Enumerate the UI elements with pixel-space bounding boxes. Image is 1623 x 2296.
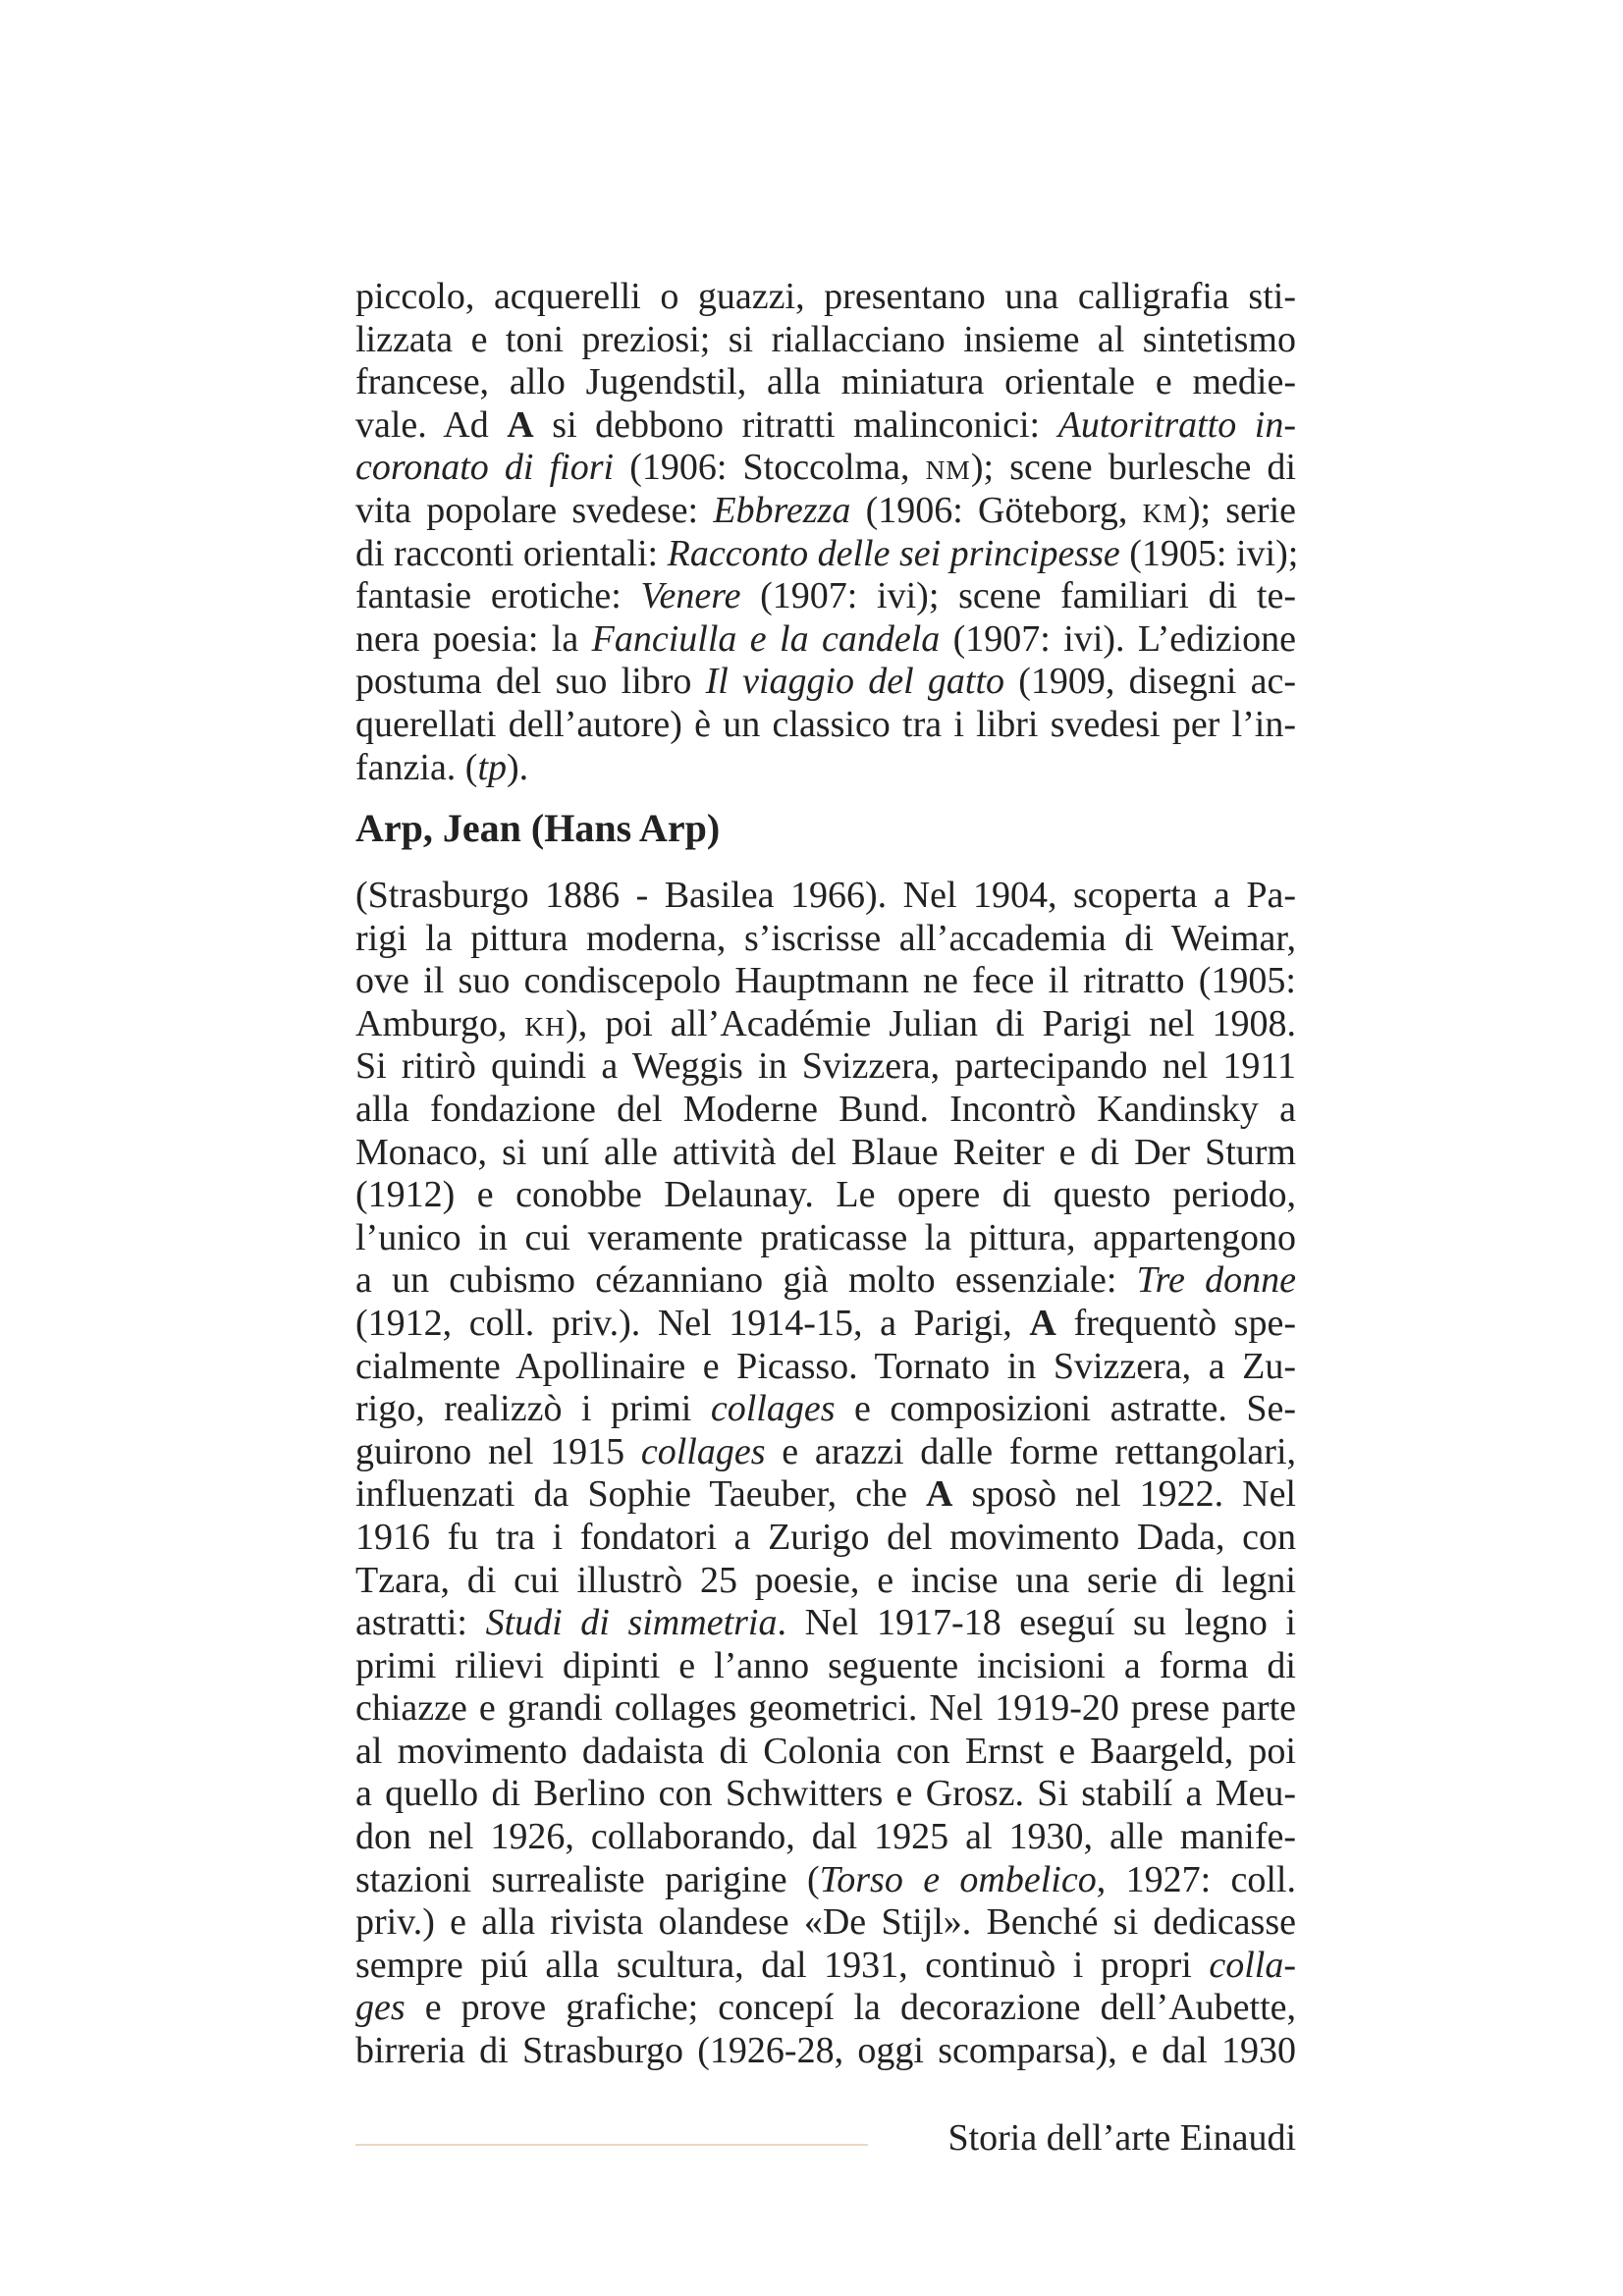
text-line: [355, 875, 1296, 918]
text-line: [355, 1645, 1296, 1688]
text-run: alla fondazione del Moderne Bund. Incontrò Kandinsky a: [355, 1088, 1296, 1130]
text-line: [355, 1174, 1296, 1217]
text-run: (1909, disegni ac-: [1004, 661, 1296, 703]
text-line: [355, 1517, 1296, 1560]
text-run: Tre donne: [1136, 1259, 1296, 1302]
text-run: Arp, Jean (Hans Arp): [355, 806, 721, 850]
text-run: ).: [507, 746, 529, 788]
text-run: priv.) e alla rivista olandese «De Stijl». Benché si dedicasse: [355, 1901, 1296, 1944]
text-run: Monaco, si uní alle attività del Blaue Reiter e di Der Sturm: [355, 1131, 1296, 1173]
text-run: guirono nel 1915: [355, 1430, 641, 1472]
text-run: querellati dell’autore) è un classico tra i libri svedesi per l’in-: [355, 703, 1296, 745]
text-run: a un cubismo cézanniano già molto essenziale:: [355, 1259, 1137, 1302]
text-run: Si ritirò quindi a Weggis in Svizzera, partecipando nel 1911: [355, 1045, 1296, 1088]
text-run: colla-: [1209, 1944, 1296, 1986]
text-line: [355, 1303, 1296, 1346]
text-run: tp: [477, 746, 508, 788]
text-line: [355, 704, 1296, 747]
text-run: (1907: ivi). L’edizione: [940, 617, 1297, 660]
text-line: [355, 1473, 1296, 1517]
text-run: (Strasburgo 1886 - Basilea 1966). Nel 1904, scoperta a Pa-: [355, 875, 1296, 916]
footer-title: Storia dell’arte Einaudi: [947, 2117, 1296, 2159]
text-line: [355, 490, 1296, 533]
text-run: postuma del suo libro: [355, 661, 706, 703]
text-line: [355, 532, 1299, 576]
text-run: ges: [355, 1987, 406, 2029]
text-run: . Nel 1917-18 eseguí su legno i: [777, 1602, 1296, 1644]
text-run: 1916 fu tra i fondatori a Zurigo del movimento Dada, con: [355, 1516, 1296, 1558]
text-line: [355, 1003, 1296, 1046]
text-line: [355, 1987, 1296, 2030]
text-run: sempre piú alla scultura, dal 1931, continuò i propri: [355, 1944, 1210, 1986]
text-run: NM: [925, 455, 971, 486]
text-run: ); serie: [1187, 489, 1297, 531]
text-run: KM: [1142, 498, 1188, 528]
text-run: Tzara, di cui illustrò 25 poesie, e incise una serie di legni: [355, 1559, 1296, 1601]
text-run: lizzata e toni preziosi; si riallacciano insieme al sintetismo: [355, 318, 1296, 360]
text-run: di racconti orientali:: [355, 532, 668, 574]
text-run: Ebbrezza: [713, 489, 851, 531]
footer-rule: [355, 2144, 868, 2146]
text-line: [355, 319, 1296, 362]
text-line: [355, 276, 1296, 319]
text-run: frequentò spe-: [1055, 1302, 1296, 1344]
text-line: [355, 1731, 1296, 1774]
text-run: coronato di fiori: [355, 447, 615, 489]
text-run: vale. Ad: [355, 403, 508, 446]
text-run: ), poi all’Académie Julian di Parigi nel 1908.: [566, 1002, 1297, 1044]
text-run: rigo, realizzò i primi: [355, 1388, 711, 1430]
text-run: don nel 1926, collaborando, dal 1925 al 1930, alle manife-: [355, 1816, 1296, 1858]
entry-body: [355, 875, 1296, 2073]
text-run: (1906: Göteborg,: [850, 489, 1143, 531]
text-run: (1912, coll. priv.). Nel 1914-15, a Parigi,: [355, 1302, 1030, 1344]
text-run: Torso e ombelico: [819, 1858, 1097, 1900]
text-run: rigi la pittura moderna, s’iscrisse all’accademia di Weimar,: [355, 917, 1296, 959]
text-run: si debbono ritratti malinconici:: [533, 403, 1058, 446]
text-run: piccolo, acquerelli o guazzi, presentano una calligrafia sti-: [355, 276, 1296, 317]
text-run: fantasie erotiche:: [355, 575, 641, 617]
text-run: l’unico in cui veramente praticasse la pittura, appartengono: [355, 1216, 1296, 1258]
text-line: [355, 661, 1296, 704]
text-line: [355, 2030, 1296, 2073]
entry-heading: [355, 807, 1296, 850]
text-line: [355, 918, 1296, 961]
text-line: [355, 618, 1296, 662]
text-run: (1912) e conobbe Delaunay. Le opere di questo periodo,: [355, 1174, 1296, 1216]
text-line: [355, 1816, 1296, 1859]
text-run: chiazze e grandi collages geometrici. Nel 1919-20 prese parte: [355, 1687, 1296, 1730]
text-run: Studi di simmetria: [485, 1602, 778, 1644]
text-run: vita popolare svedese:: [355, 489, 714, 531]
text-run: astratti:: [355, 1602, 486, 1644]
text-line: [355, 1346, 1296, 1389]
text-run: (1905: ivi);: [1119, 532, 1299, 574]
text-run: e arazzi dalle forme rettangolari,: [765, 1430, 1296, 1472]
text-run: collages: [710, 1388, 836, 1430]
text-run: a quello di Berlino con Schwitters e Grosz. Si stabilí a Meu-: [355, 1773, 1296, 1815]
text-line: [355, 1773, 1296, 1816]
text-line: [355, 1217, 1296, 1260]
text-run: sposò nel 1922. Nel: [952, 1473, 1296, 1516]
text-line: [355, 807, 1296, 850]
text-line: [355, 1089, 1296, 1132]
text-line: [355, 1945, 1296, 1988]
text-run: ); scene burlesche di: [970, 447, 1296, 489]
text-run: KH: [524, 1011, 567, 1041]
text-line: [355, 1388, 1296, 1431]
text-line: [355, 1431, 1296, 1474]
text-run: stazioni surrealiste parigine (: [355, 1858, 820, 1900]
text-run: collages: [640, 1430, 766, 1472]
text-line: [355, 960, 1296, 1003]
text-run: Il viaggio del gatto: [705, 661, 1005, 703]
text-run: primi rilievi dipinti e l’anno seguente incisioni a forma di: [355, 1644, 1296, 1686]
text-run: e composizioni astratte. Se-: [835, 1388, 1296, 1430]
text-run: influenzati da Sophie Taeuber, che: [355, 1473, 926, 1516]
text-run: , 1927: coll.: [1096, 1858, 1296, 1900]
text-line: [355, 747, 1296, 790]
text-line: [355, 361, 1296, 404]
paragraph-continuation: [355, 276, 1299, 789]
text-run: cialmente Apollinaire e Picasso. Tornato in Svizzera, a Zu-: [355, 1345, 1296, 1387]
text-line: [355, 1687, 1296, 1731]
text-run: nera poesia: la: [355, 617, 592, 660]
text-run: (1906: Stoccolma,: [614, 447, 926, 489]
text-line: [355, 404, 1296, 448]
text-run: birreria di Strasburgo (1926-28, oggi scomparsa), e dal 1930: [355, 2030, 1296, 2072]
text-run: e prove grafiche; concepí la decorazione dell’Aubette,: [405, 1987, 1296, 2029]
text-run: A: [1029, 1302, 1056, 1344]
text-run: A: [925, 1473, 953, 1516]
text-line: [355, 1045, 1296, 1089]
text-line: [355, 1560, 1296, 1603]
text-line: [355, 1859, 1296, 1902]
text-run: francese, allo Jugendstil, alla miniatura orientale e medie-: [355, 361, 1296, 403]
text-run: Racconto delle sei principesse: [667, 532, 1120, 574]
text-line: [355, 1901, 1296, 1945]
text-run: Amburgo,: [355, 1002, 525, 1044]
text-run: A: [507, 403, 534, 446]
text-line: [355, 575, 1296, 618]
text-run: (1907: ivi); scene familiari di te-: [740, 575, 1296, 617]
text-run: al movimento dadaista di Colonia con Ernst e Baargeld, poi: [355, 1730, 1296, 1772]
text-run: fanzia. (: [355, 746, 478, 788]
text-run: Venere: [640, 575, 741, 617]
text-run: ove il suo condiscepolo Hauptmann ne fece il ritratto (1905:: [355, 960, 1296, 1002]
text-line: [355, 1602, 1296, 1645]
text-line: [355, 447, 1296, 490]
text-line: [355, 1132, 1296, 1175]
text-run: Fanciulla e la candela: [591, 617, 941, 660]
text-line: [355, 1259, 1296, 1303]
text-run: Autoritratto in-: [1057, 403, 1296, 446]
